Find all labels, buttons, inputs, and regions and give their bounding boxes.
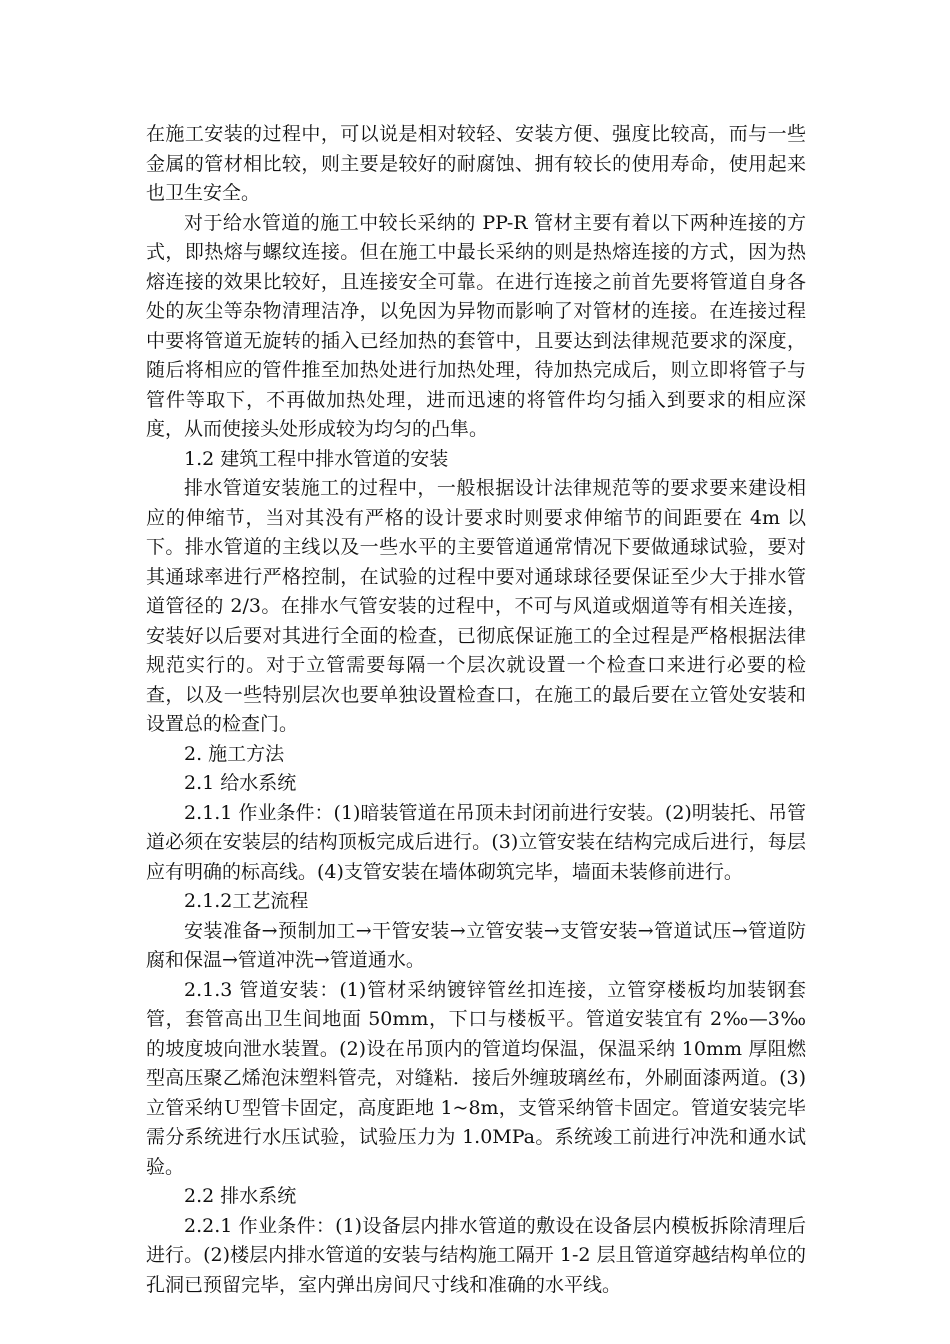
body-paragraph: 对于给水管道的施工中较长采纳的 PP-R 管材主要有着以下两种连接的方式，即热熔与螺纹连接。但在施工中最长采纳的则是热熔连接的方式，因为热熔连接的效果比较好，且连接安全可靠。在进行连接之前首先要将管道自身各处的灰尘等杂物清理洁净，以免因为异物而影响了对管材的连接。在连接过程中要将管道无旋转的插入已经加热的套管中，且要达到法律规范要求的深度，随后将相应的管件推至加热处进行加热处理，待加热完成后，则立即将管子与管件等取下，不再做加热处理，进而迅速的将管件均匀插入到要求的相应深度，从而使接头处形成较为均匀的凸隼。 (146, 211, 806, 440)
section-heading: 2. 施工方法 (184, 742, 285, 765)
section-heading: 2.2 排水系统 (184, 1185, 297, 1207)
section-heading: 2.1.2工艺流程 (184, 890, 309, 912)
body-paragraph: 2.1.3 管道安装：(1)管材采纳镀锌管丝扣连接，立管穿楼板均加装钢套管，套管高出卫生间地面 50mm，下口与楼板平。管道安装宜有 2‰—3‰的坡度坡向泄水装置。(2)设在吊顶内的管道均保温，保温采纳 10mm 厚阻燃型高压聚乙烯泡沫塑料管壳，对缝粘．接后外缠玻璃丝布，外刷面漆两道。(3)立管采纳Ｕ型管卡固定，高度距地 1~8m，支管采纳管卡固定。管道安装完毕需分系统进行水压试验，试验压力为 1.0MPa。系统竣工前进行冲洗和通水试验。 (146, 978, 806, 1178)
body-paragraph: 2.2.1 作业条件：(1)设备层内排水管道的敷设在设备层内模板拆除清理后进行。(2)楼层内排水管道的安装与结构施工隔开 1-2 层且管道穿越结构单位的孔洞已预留完毕，室内弹出房间尺寸线和准确的水平线。 (146, 1214, 806, 1296)
section-heading: 1.2 建筑工程中排水管道的安装 (184, 447, 449, 470)
section-heading: 2.1 给水系统 (184, 772, 297, 794)
body-paragraph: 排水管道安装施工的过程中，一般根据设计法律规范等的要求要来建设相应的伸缩节，当对其没有严格的设计要求时则要求伸缩节的间距要在 4m 以下。排水管道的主线以及一些水平的主要管道通常情况下要做通球试验，要对其通球率进行严格控制，在试验的过程中要对通球球径要保证至少大于排水管道管径的 2/3。在排水气管安装的过程中，不可与风道或烟道等有相关连接，安装好以后要对其进行全面的检查，已彻底保证施工的全过程是严格根据法律规范实行的。对于立管需要每隔一个层次就设置一个检查口来进行必要的检查，以及一些特别层次也要单独设置检查口，在施工的最后要在立管处安装和设置总的检查门。 (146, 477, 806, 735)
body-paragraph: 安装准备→预制加工→干管安装→立管安装→支管安装→管道试压→管道防腐和保温→管道冲洗→管道通水。 (146, 919, 806, 971)
body-paragraph: 2.1.1 作业条件：(1)暗装管道在吊顶未封闭前进行安装。(2)明装托、吊管道必须在安装层的结构顶板完成后进行。(3)立管安装在结构完成后进行，每层应有明确的标高线。(4)支管安装在墙体砌筑完毕，墙面未装修前进行。 (146, 801, 806, 883)
body-paragraph: 在施工安装的过程中，可以说是相对较轻、安装方便、强度比较高，而与一些金属的管材相比较，则主要是较好的耐腐蚀、拥有较长的使用寿命，使用起来也卫生安全。 (146, 123, 806, 204)
document-body (146, 120, 806, 1300)
